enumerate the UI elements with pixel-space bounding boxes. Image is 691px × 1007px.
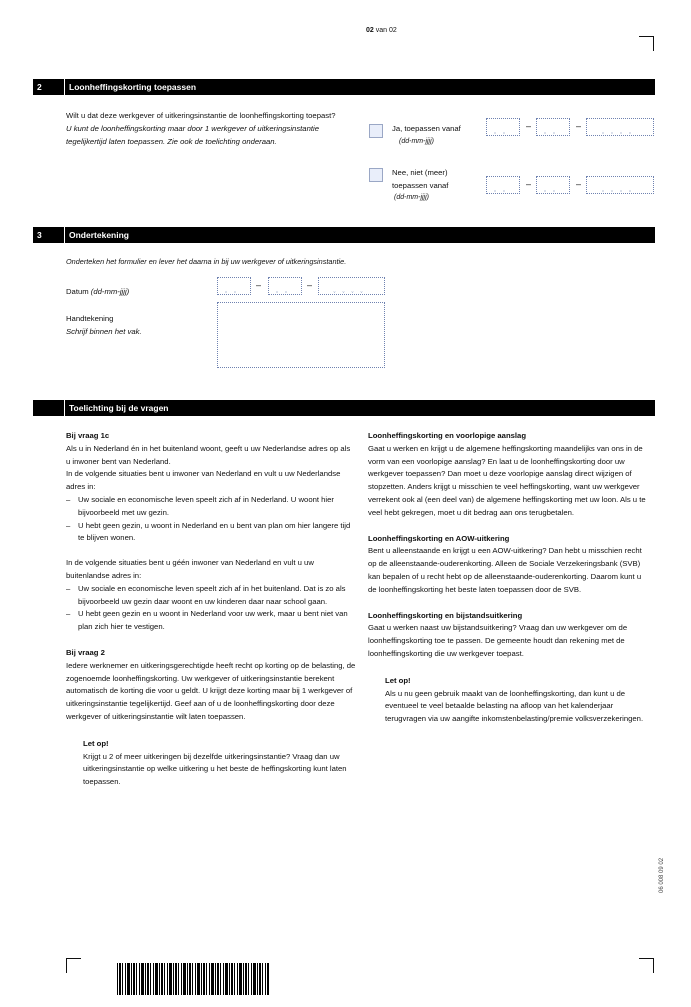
bijstand-paragraph: Gaat u werken naast uw bijstandsuitkering? Vraag dan uw werkgever om de loonheffingskorting toe te passen. De gemeente houdt dan rekening met de loonheffingskorting die uw werkgever toepast. bbox=[368, 623, 628, 658]
list-item: – Uw sociale en economische leven speelt zich af in het buitenland. Dat is zo als bijvoorbeeld uw gezin daar woont en uw kinderen daar naar school gaan. bbox=[66, 583, 356, 609]
date-label: Datum (dd-mm-jjjj) bbox=[66, 287, 130, 296]
option-yes-checkbox[interactable] bbox=[369, 124, 383, 138]
q1c-paragraph: Als u in Nederland én in het buitenland woont, geeft u uw Nederlandse adres op als u inwoner bent van Nederland. bbox=[66, 443, 351, 466]
section-3-header: 3 Ondertekening bbox=[33, 227, 655, 243]
aanslag-paragraph: Gaat u werken en krijgt u de algemene heffingskorting maandelijks van ons in de vorm van een voorlopige aanslag? En laat u de loonheffingskorting door uw werkgever toepassen? Dan moet u deze voorlopige aanslag direct wijzigen of stopzetten. Anders krijgt u misschien te veel heffingskorting, want uw werkgever verrekent ook al (een deel van) de algemene heffingskorting met uw loon. Als u te veel hebt gekregen, moet u dit bedrag aan ons terugbetalen. bbox=[368, 443, 646, 517]
toelichting-left-column bbox=[66, 430, 356, 789]
no-month-field[interactable]: ˬˬ bbox=[536, 176, 570, 194]
list-item: – U hebt geen gezin, u woont in Nederland en u bent van plan om hier langere tijd te blijven wonen. bbox=[66, 520, 356, 546]
aanslag-heading: Loonheffingskorting en voorlopige aanslag bbox=[368, 431, 527, 440]
barcode bbox=[117, 963, 269, 995]
sign-year-field[interactable]: ˬˬˬˬ bbox=[318, 277, 385, 295]
signature-box[interactable] bbox=[217, 302, 385, 368]
q1c-list-geen-inwoner bbox=[66, 583, 356, 634]
aow-heading: Loonheffingskorting en AOW-uitkering bbox=[368, 533, 510, 543]
yes-month-field[interactable]: ˬˬ bbox=[536, 118, 570, 136]
form-code: 06 008 09 02 bbox=[659, 857, 665, 893]
left-letop-note: Let op! Krijgt u 2 of meer uitkeringen bij dezelfde uitkeringsinstantie? Vraag dan uw uitkeringsinstantie op welke uitkering u het beste de heffingskorting kunt laten toepassen. bbox=[83, 738, 347, 787]
crop-mark-bottom-right bbox=[639, 958, 654, 973]
q1c-list-inwoner bbox=[66, 494, 356, 545]
list-item: – Uw sociale en economische leven speelt zich af in Nederland. U woont hier bijvoorbeeld met uw gezin. bbox=[66, 494, 356, 520]
aow-paragraph: Bent u alleenstaande en krijgt u een AOW-uitkering? Dan hebt u misschien recht op de alleenstaande-ouderenkorting. Alleen de Sociale Verzekeringsbank (SVB) kan bepalen of u recht hebt op de alleenstaande-ouderenkorting. Daarom kunt u de loonheffingskorting het beste laten toepassen door de SVB. bbox=[368, 546, 642, 594]
q1c-paragraph: In de volgende situaties bent u inwoner van Nederland en vult u uw Nederlandse adres in: bbox=[66, 469, 341, 492]
signing-instruction: Onderteken het formulier en lever het daarna in bij uw werkgever of uitkeringsinstantie. bbox=[66, 257, 347, 266]
bijstand-heading: Loonheffingskorting en bijstandsuitkering bbox=[368, 610, 523, 620]
sign-month-field[interactable]: ˬˬ bbox=[268, 277, 302, 295]
section-2-question: Wilt u dat deze werkgever of uitkeringsinstantie de loonheffingskorting toepast? U kunt de loonheffingskorting maar door 1 werkgever of uitkeringsinstantie tegelijkertijd laten toepassen. Zie ook de toelichting onderaan. bbox=[66, 111, 336, 146]
no-day-field[interactable]: ˬˬ bbox=[486, 176, 520, 194]
toelichting-header: Toelichting bij de vragen bbox=[33, 400, 655, 416]
option-no-label: Nee, niet (meer) toepassen vanaf (dd-mm-jjjj) bbox=[392, 168, 449, 201]
option-no-checkbox[interactable] bbox=[369, 168, 383, 182]
option-yes-format: (dd-mm-jjjj) bbox=[399, 138, 434, 145]
signature-label: Handtekening Schrijf binnen het vak. bbox=[66, 314, 142, 336]
no-year-field[interactable]: ˬˬˬˬ bbox=[586, 176, 654, 194]
list-item: – U hebt geen gezin en u woont in Nederland voor uw werk, maar u bent niet van plan zich hier te vestigen. bbox=[66, 608, 356, 634]
page-number: 02 van 02 bbox=[366, 27, 397, 34]
yes-year-field[interactable]: ˬˬˬˬ bbox=[586, 118, 654, 136]
q1c-heading: Bij vraag 1c bbox=[66, 431, 110, 440]
q2-paragraph: Iedere werknemer en uitkeringsgerechtigde heeft recht op korting op de belasting, de zogenoemde loonheffingskorting. Uw werkgever of uitkeringsinstantie berekent automatisch de korting die voor u geldt. U krijgt deze korting maar bij 1 werkgever of uitkeringsinstantie tegelijkertijd. Geef aan of u de loonheffingskorting door deze werkgever of uitkeringsinstantie wilt laten toepassen. bbox=[66, 660, 356, 721]
option-yes-label: Ja, toepassen vanaf bbox=[392, 124, 461, 133]
q1c-paragraph: In de volgende situaties bent u géén inwoner van Nederland en vult u uw buitenlandse adres in: bbox=[66, 558, 314, 580]
toelichting-right-column bbox=[368, 430, 650, 726]
yes-day-field[interactable]: ˬˬ bbox=[486, 118, 520, 136]
section-2-header: 2 Loonheffingskorting toepassen bbox=[33, 79, 655, 95]
q2-heading: Bij vraag 2 bbox=[66, 647, 105, 657]
crop-mark-bottom-left bbox=[66, 958, 81, 973]
sign-day-field[interactable]: ˬˬ bbox=[217, 277, 251, 295]
right-letop-note: Let op! Als u nu geen gebruik maakt van de loonheffingskorting, dan kunt u de eventueel te veel betaalde belasting na afloop van het kalenderjaar terugvragen via uw aangifte inkomstenbelasting/premie volksverzekeringen. bbox=[385, 675, 644, 724]
crop-mark-top-right bbox=[639, 36, 654, 51]
